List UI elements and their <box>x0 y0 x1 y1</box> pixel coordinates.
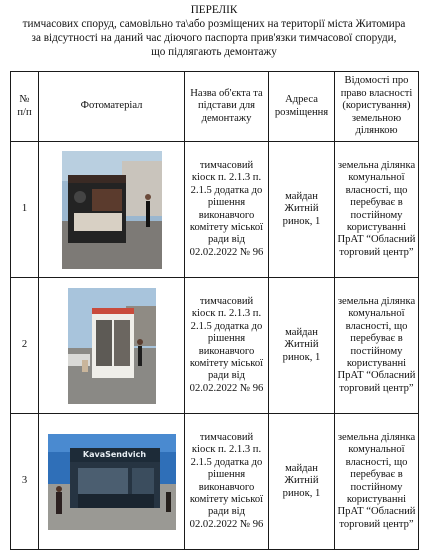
document-subtitle <box>0 17 428 59</box>
kiosk-photo <box>68 288 156 404</box>
row-number: 2 <box>11 278 39 414</box>
column-header-photo: Фотоматеріал <box>39 72 185 142</box>
address-cell: майдан Житній ринок, 1 <box>269 142 335 278</box>
table-header-row <box>11 72 419 142</box>
kiosk-sign-text: KavaSendvich <box>82 449 147 459</box>
column-header-number-abbr: п/п <box>17 106 32 118</box>
table-row <box>11 142 419 278</box>
column-header-number-symbol: № <box>19 94 30 106</box>
object-name-cell: тимчасовий кіоск п. 2.1.3 п. 2.1.5 додатка до рішення виконавчого комітету міської ради від 02.02.2022 № 96 <box>185 414 269 550</box>
kiosk-photo <box>62 151 162 269</box>
column-header-address: Адреса розміщення <box>269 72 335 142</box>
table-row <box>11 278 419 414</box>
photo-cell <box>39 142 185 278</box>
ownership-cell: земельна ділянка комунальної власності, що перебуває в постійному користуванні ПрАТ “Обласний торговий центр” <box>335 414 419 550</box>
row-number: 1 <box>11 142 39 278</box>
ownership-cell: земельна ділянка комунальної власності, що перебуває в постійному користуванні ПрАТ “Обласний торговий центр” <box>335 142 419 278</box>
photo-cell <box>39 414 185 550</box>
table-row <box>11 414 419 550</box>
subtitle-line: за відсутності на даний час діючого паспорта прив'язки тимчасової споруди, <box>31 32 397 44</box>
row-number: 3 <box>11 414 39 550</box>
object-name-cell: тимчасовий кіоск п. 2.1.3 п. 2.1.5 додатка до рішення виконавчого комітету міської ради від 02.02.2022 № 96 <box>185 142 269 278</box>
photo-cell <box>39 278 185 414</box>
subtitle-line: тимчасових споруд, самовільно та\або розміщених на території міста Житомира <box>22 18 406 30</box>
ownership-cell: земельна ділянка комунальної власності, що перебуває в постійному користуванні ПрАТ “Обласний торговий центр” <box>335 278 419 414</box>
document-title: ПЕРЕЛІК <box>190 4 238 16</box>
kiosk-photo <box>48 434 176 530</box>
address-cell: майдан Житній ринок, 1 <box>269 414 335 550</box>
column-header-object-name: Назва об'єкта та підстави для демонтажу <box>185 72 269 142</box>
kiosk-table <box>10 71 419 550</box>
column-header-number <box>11 72 39 142</box>
subtitle-line: що підлягають демонтажу <box>151 46 277 58</box>
object-name-cell: тимчасовий кіоск п. 2.1.3 п. 2.1.5 додатка до рішення виконавчого комітету міської ради від 02.02.2022 № 96 <box>185 278 269 414</box>
address-cell: майдан Житній ринок, 1 <box>269 278 335 414</box>
column-header-ownership: Відомості про право власності (користування) земельною ділянкою <box>335 72 419 142</box>
